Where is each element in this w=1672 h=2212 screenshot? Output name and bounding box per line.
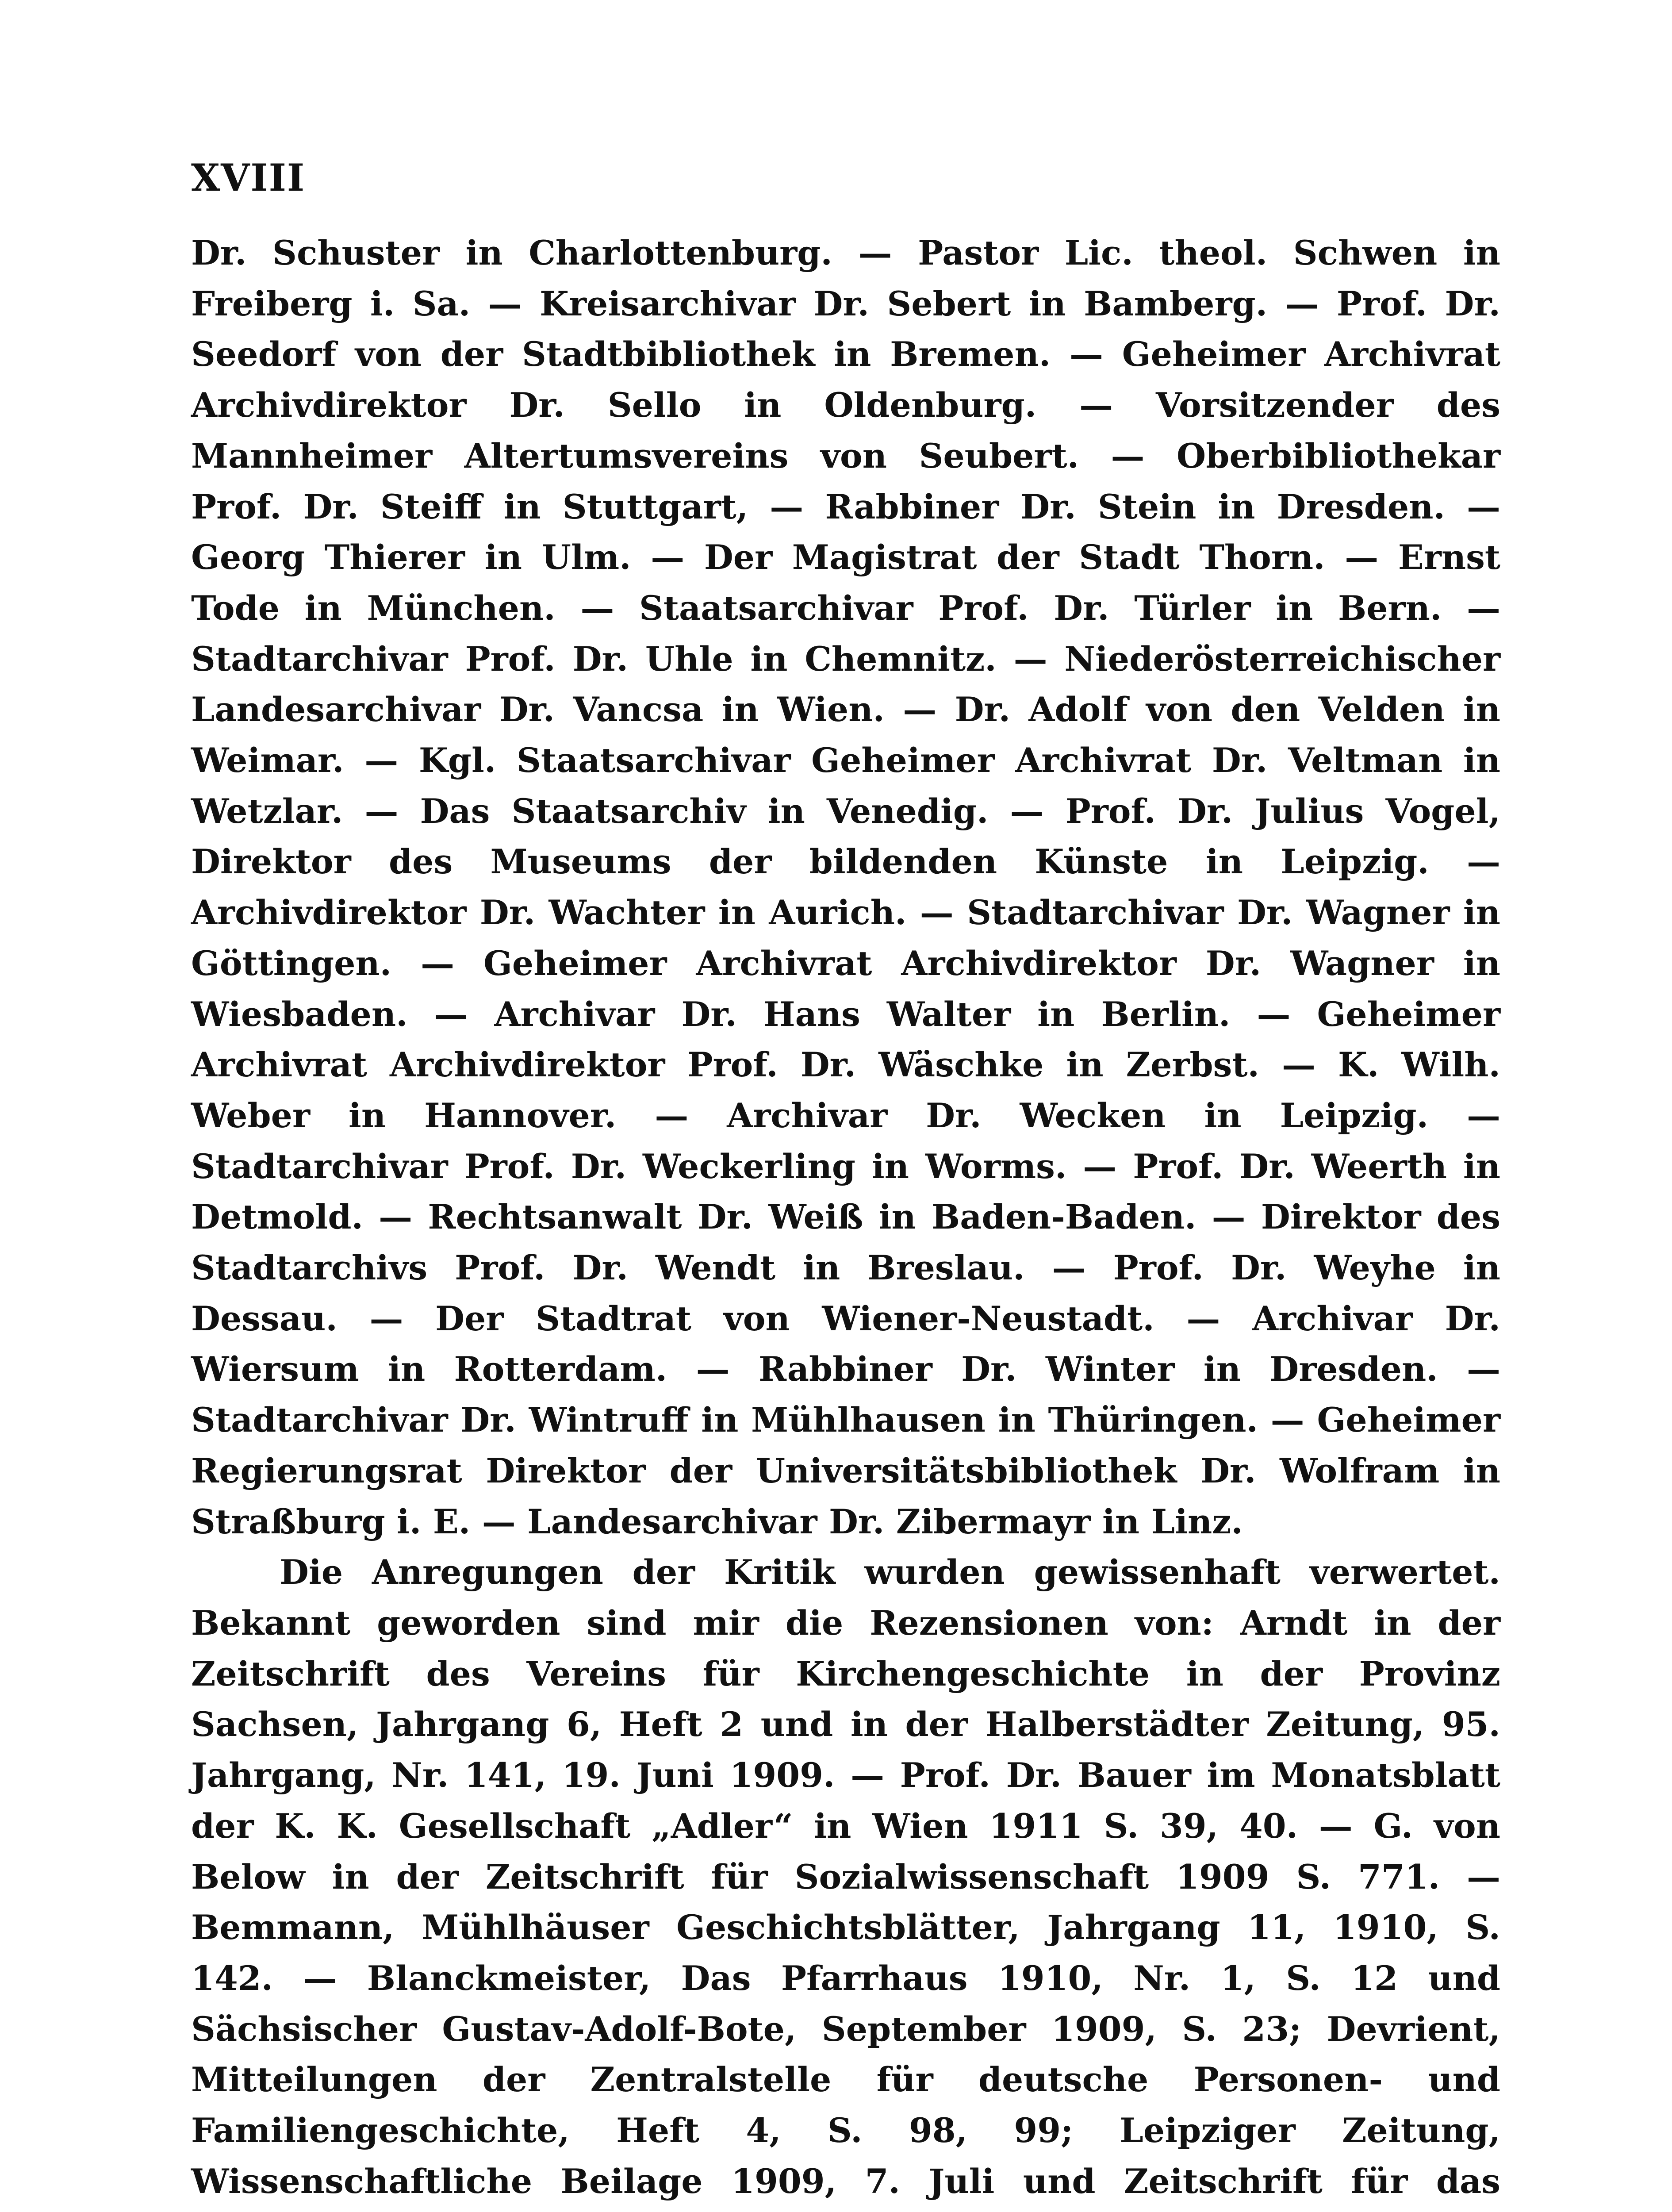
acknowledgements-list-paragraph: Dr. Schuster in Charlottenburg. — Pastor Lic. theol. Schwen in Freiberg i. Sa. — Kreisarchivar Dr. Sebert in Bamberg. — Prof. Dr. Seedorf von der Stadtbibliothek in Bremen. — Geheimer Archivrat Archivdirektor Dr. Sello in Oldenburg. — Vorsitzender des Mannheimer Altertumsvereins von Seubert. — Oberbibliothekar Prof. Dr. Steiff in Stuttgart, — Rabbiner Dr. Stein in Dresden. — Georg Thierer in Ulm. — Der Magistrat der Stadt Thorn. — Ernst Tode in München. — Staatsarchivar Prof. Dr. Türler in Bern. — Stadtarchivar Prof. Dr. Uhle in Chemnitz. — Niederösterreichischer Landesarchivar Dr. Vancsa in Wien. — Dr. Adolf von den Velden in Weimar. — Kgl. Staatsarchivar Geheimer Archivrat Dr. Veltman in Wetzlar. — Das Staatsarchiv in Venedig. — Prof. Dr. Julius Vogel, Direktor des Museums der bildenden Künste in Leipzig. — Archivdirektor Dr. Wachter in Aurich. — Stadtarchivar Dr. Wagner in Göttingen. — Geheimer Archivrat Archivdirektor Dr. Wagner in Wiesbaden. — Archivar Dr. Hans Walter in Berlin. — Geheimer Archivrat Archivdirektor Prof. Dr. Wäschke in Zerbst. — K. Wilh. Weber in Hannover. — Archivar Dr. Wecken in Leipzig. — Stadtarchivar Prof. Dr. Weckerling in Worms. — Prof. Dr. Weerth in Detmold. — Rechtsanwalt Dr. Weiß in Baden-Baden. — Direktor des Stadtarchivs Prof. Dr. Wendt in Breslau. — Prof. Dr. Weyhe in Dessau. — Der Stadtrat von Wiener-Neustadt. — Archivar Dr. Wiersum in Rotterdam. — Rabbiner Dr. Winter in Dresden. — Stadtarchivar Dr. Wintruff in Mühlhausen in Thüringen. — Geheimer Regierungsrat Direktor der Universitätsbibliothek Dr. Wolfram in Straßburg i. E. — Landesarchivar Dr. Zibermayr in Linz. (191, 233, 1500, 1541)
body-text (191, 228, 1500, 2212)
reviews-paragraph: Die Anregungen der Kritik wurden gewissenhaft verwertet. Bekannt geworden sind mir die Rezensionen von: Arndt in der Zeitschrift des Vereins für Kirchengeschichte in der Provinz Sachsen, Jahrgang 6, Heft 2 und in der Halberstädter Zeitung, 95. Jahrgang, Nr. 141, 19. Juni 1909. — Prof. Dr. Bauer im Monatsblatt der K. K. Gesellschaft „Adler“ in Wien 1911 S. 39, 40. — G. von Below in der Zeitschrift für Sozialwissenschaft 1909 S. 771. — Bemmann, Mühlhäuser Geschichtsblätter, Jahrgang 11, 1910, S. 142. — Blanckmeister, Das Pfarrhaus 1910, Nr. 1, S. 12 und Sächsischer Gustav-Adolf-Bote, September 1909, S. 23; Devrient, Mitteilungen der Zentralstelle für deutsche Personen- und Familiengeschichte, Heft 4, S. 98, 99; Leipziger Zeitung, Wissenschaftliche Beilage 1909, 7. Juli und Zeitschrift für das (191, 1552, 1500, 2201)
page-number: XVIII (191, 156, 306, 200)
